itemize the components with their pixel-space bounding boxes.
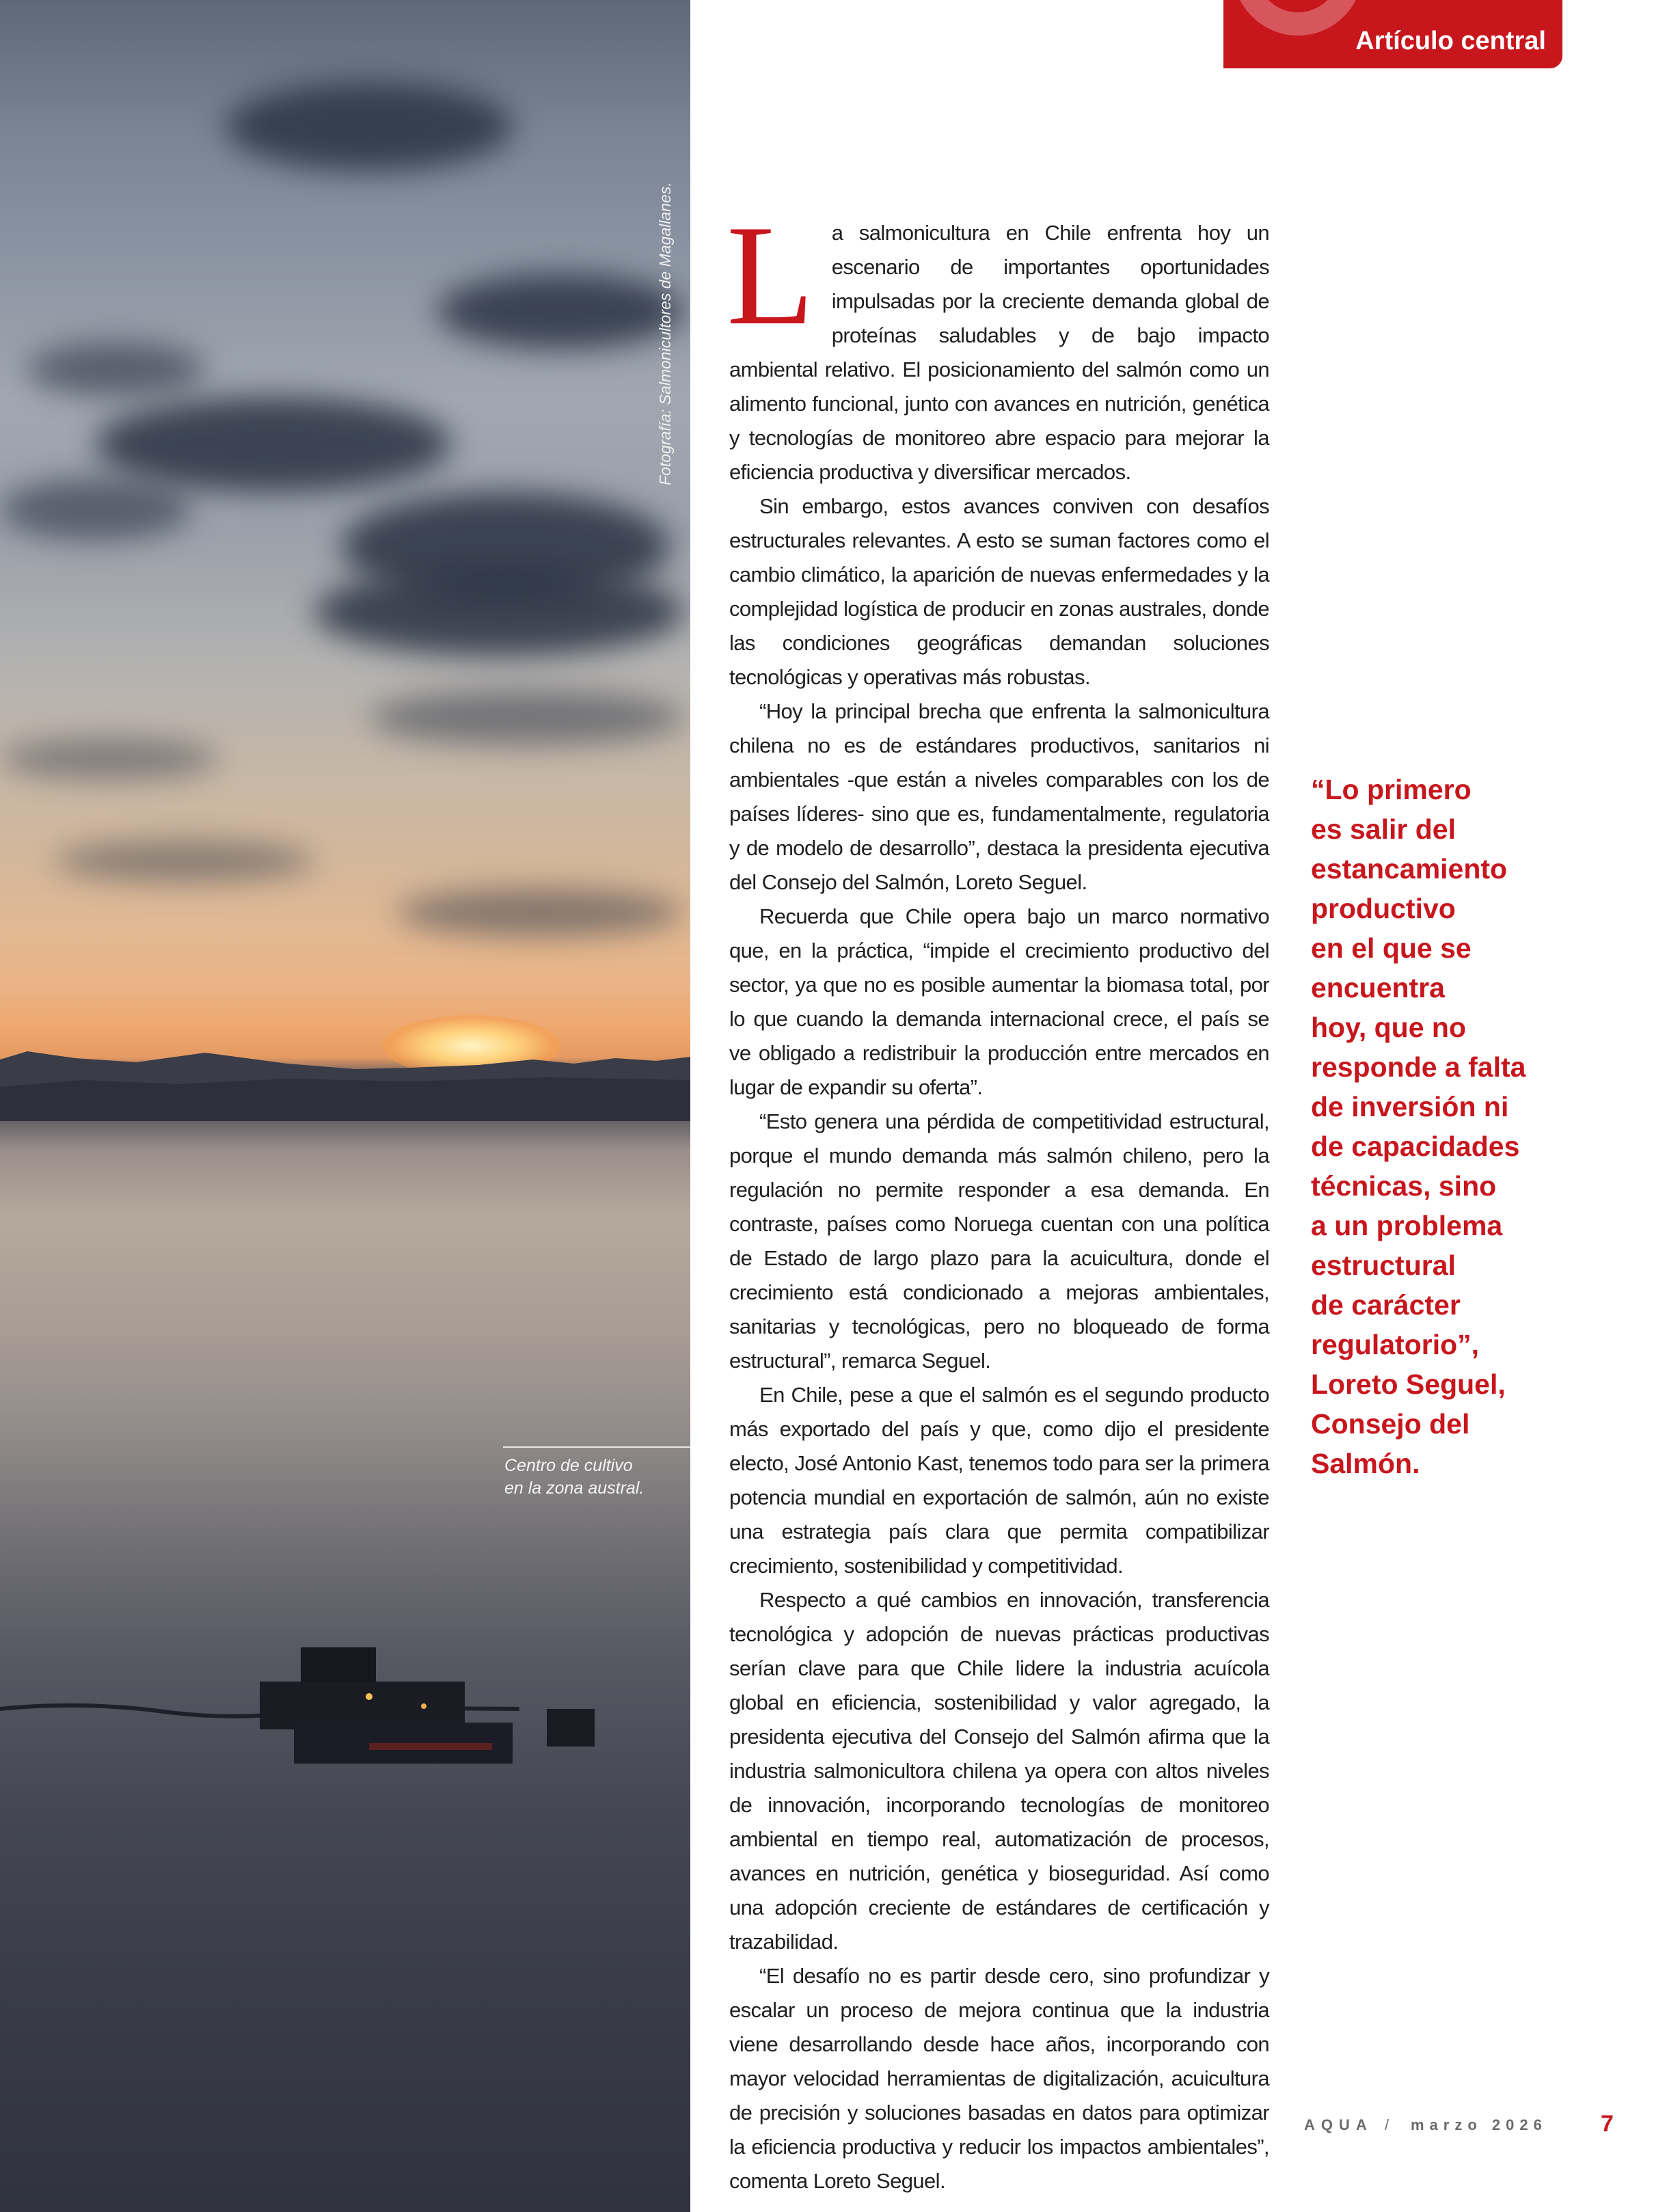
photo-credit: Fotografía: Salmonicultores de Magallanes. (656, 182, 674, 485)
pull-quote-line: productivo (1311, 893, 1456, 924)
article-body (727, 196, 1269, 2198)
cloud-shape (55, 841, 314, 882)
pull-quote-line: en el que se (1311, 932, 1472, 964)
page-number: 7 (1601, 2111, 1614, 2137)
cloud-shape (369, 690, 683, 745)
cloud-shape (314, 567, 683, 656)
cloud-shape (396, 889, 683, 936)
cloud-shape (27, 342, 205, 396)
pull-quote (1311, 770, 1612, 1483)
article-paragraph: Respecto a qué cambios en innovación, transferencia tecnológica y adopción de nuevas prácticas productivas serían clave para que Chile lidere la industria acuícola global en eficiencia, sostenibilidad y valor agregado, la presidenta ejecutiva del Consejo del Salmón afirma que la industria salmonicultora chilena ya opera con altos niveles de innovación, incorporando tecnologías de monitoreo ambiental en tiempo real, automatización de procesos, avances en nutrición, genética y bioseguridad. Así como una adopción creciente de estándares de certificación y trazabilidad. (729, 1588, 1269, 1954)
pull-quote-line: regulatorio”, (1311, 1329, 1480, 1360)
article-paragraph: La salmonicultura en Chile enfrenta hoy un escenario de importantes oportunidades impulsadas por la creciente demanda global de proteínas saludables y de bajo impacto ambiental relativo. El posicionamiento del salmón como un alimento funcional, junto con avances en nutrición, genética y tecnologías de monitoreo abre espacio para mejorar la eficiencia productiva y diversificar mercados. (727, 196, 1269, 484)
article-paragraph: Recuerda que Chile opera bajo un marco normativo que, en la práctica, “impide el crecimiento productivo del sector, ya que no es posible aumentar la biomasa total, por lo que cuando la demanda internacional crece, el país se ve obligado a redistribuir la producción entre mercados en lugar de expandir su oferta”. (729, 904, 1269, 1099)
article-paragraph: “Esto genera una pérdida de competitividad estructural, porque el mundo demanda más salmón chileno, pero la regulación no permite responder a esa demanda. En contraste, países como Noruega cuentan con una política de Estado de largo plazo para la acuicultura, donde el crecimiento está condicionado a mejoras ambientales, sanitarias y tecnológicas, pero no bloqueado de forma estructural”, remarca Seguel. (729, 1109, 1269, 1373)
article-paragraph: “Hoy la principal brecha que enfrenta la salmonicultura chilena no es de estándares productivos, sanitarios ni ambientales -que están a niveles comparables con los de países líderes- sino que es, fundamentalmente, regulatoria y de modelo de desarrollo”, destaca la presidenta ejecutiva del Consejo del Salmón, Loreto Seguel. (729, 699, 1269, 894)
pull-quote-line: de carácter (1311, 1289, 1461, 1321)
pull-quote-line: de inversión ni (1311, 1091, 1509, 1122)
article-paragraph: “El desafío no es partir desde cero, sino profundizar y escalar un proceso de mejora continua que la industria viene desarrollando desde hace años, incorporando con mayor velocidad herramientas de digitalización, acuicultura de precisión y soluciones basadas en datos para optimizar la eficiencia productiva y reducir los impactos ambientales”, comenta Loreto Seguel. (729, 1964, 1269, 2193)
sunset-photo (0, 0, 690, 2212)
footer-separator: / (1385, 2116, 1389, 2133)
pull-quote-line: responde a falta (1311, 1051, 1526, 1083)
pull-quote-line: estancamiento (1311, 853, 1508, 885)
pull-quote-line: hoy, que no (1311, 1012, 1467, 1043)
pull-quote-line: “Lo primero (1311, 774, 1472, 805)
caption-line: en la zona austral. (504, 1479, 645, 1498)
cloud-shape (0, 738, 219, 779)
caption-rule (503, 1446, 690, 1448)
boat-silhouette (0, 1627, 690, 1791)
pull-quote-line: estructural (1311, 1250, 1456, 1281)
issue-date: marzo 2026 (1411, 2116, 1547, 2133)
section-tab (1223, 0, 1562, 68)
cloud-shape (437, 273, 683, 349)
pull-quote-line: Salmón. (1311, 1448, 1420, 1479)
photo-caption (504, 1455, 689, 1500)
drop-cap: L (727, 196, 814, 355)
article-paragraph: Sin embargo, estos avances conviven con desafíos estructurales relevantes. A esto se suman factores como el cambio climático, la aparición de nuevas enfermedades y la complejidad logística de producir en zonas australes, donde las condiciones geográficas demandan soluciones tecnológicas y operativas más robustas. (729, 494, 1269, 689)
q-logo-mark (1233, 0, 1363, 36)
pull-quote-line: encuentra (1311, 972, 1445, 1003)
pull-quote-line: a un problema (1311, 1210, 1503, 1241)
pull-quote-line: técnicas, sino (1311, 1170, 1497, 1202)
cloud-shape (96, 396, 451, 492)
pull-quote-line: es salir del (1311, 813, 1456, 845)
pull-quote-line: Consejo del (1311, 1408, 1470, 1440)
magazine-name: AQUA (1304, 2116, 1373, 2133)
cloud-shape (226, 82, 513, 171)
pull-quote-line: Loreto Seguel, (1311, 1368, 1506, 1400)
cloud-shape (0, 478, 191, 540)
mountain-silhouette (0, 1039, 690, 1121)
article-paragraph: En Chile, pese a que el salmón es el segundo producto más exportado del país y que, como dijo el presidente electo, José Antonio Kast, tenemos todo para ser la primera potencia mundial en exportación de salmón, aún no existe una estrategia país clara que permita compatibilizar crecimiento, sostenibilidad y competitividad. (729, 1383, 1269, 1578)
section-label: Artículo central (1355, 27, 1546, 55)
pull-quote-line: de capacidades (1311, 1131, 1520, 1162)
caption-line: Centro de cultivo (504, 1456, 633, 1475)
page-footer (1304, 2111, 1625, 2145)
